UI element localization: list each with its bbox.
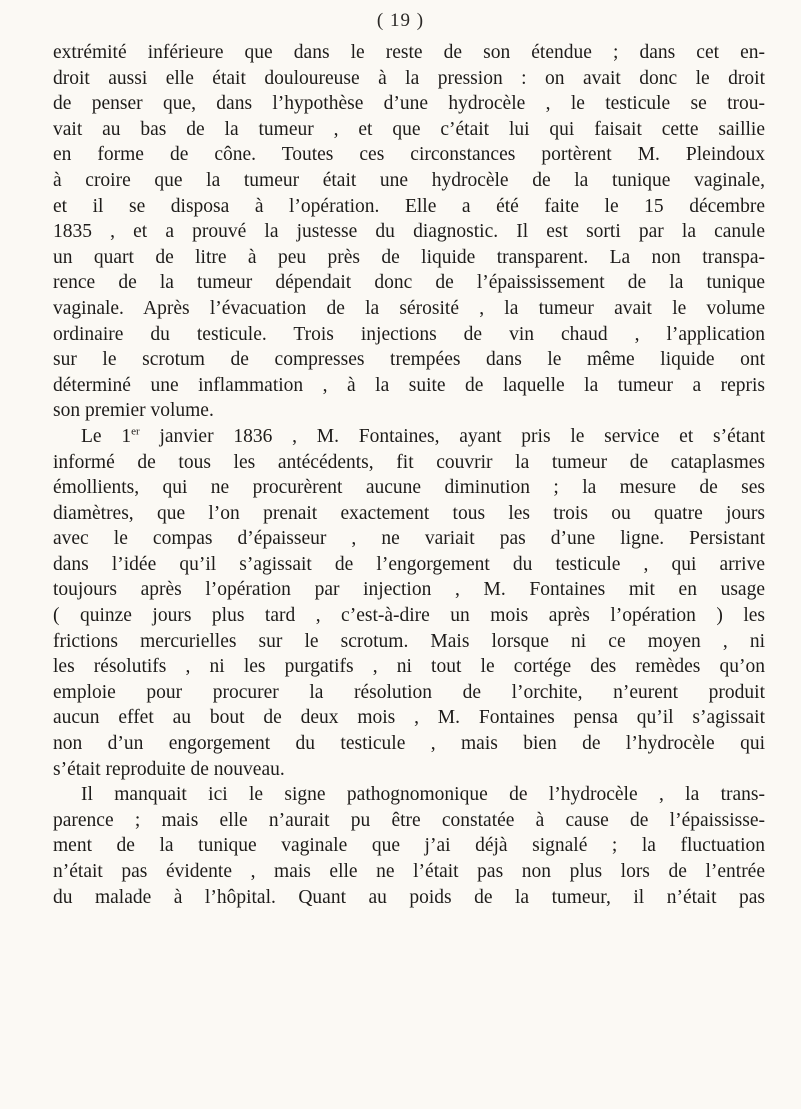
body-text	[53, 40, 765, 910]
text-line: du malade à l’hôpital. Quant au poids de la tumeur, il n’était pas	[53, 886, 765, 908]
text-line: son premier volume.	[53, 400, 214, 422]
text-line: dans l’idée qu’il s’agissait de l’engorgement du testicule , qui arrive	[53, 553, 765, 575]
text-line: informé de tous les antécédents, fit couvrir la tumeur de cataplasmes	[53, 451, 765, 473]
text-line: Il manquait ici le signe pathognomonique de l’hydrocèle , la trans-	[81, 784, 765, 806]
text-fragment: Le 1	[81, 425, 132, 447]
text-line: s’était reproduite de nouveau.	[53, 758, 285, 780]
text-line: sur le scrotum de compresses trempées dans le même liquide ont	[53, 349, 765, 371]
text-line: toujours après l’opération par injection , M. Fontaines mit en usage	[53, 579, 765, 601]
text-line: 1835 , et a prouvé la justesse du diagnostic. Il est sorti par la canule	[53, 221, 765, 243]
text-line: de penser que, dans l’hypothèse d’une hydrocèle , le testicule se trou-	[53, 93, 765, 115]
text-line: ment de la tunique vaginale que j’ai déjà signalé ; la fluctuation	[53, 835, 765, 857]
text-line: non d’un engorgement du testicule , mais bien de l’hydrocèle qui	[53, 733, 765, 755]
text-line: n’était pas évidente , mais elle ne l’était pas non plus lors de l’entrée	[53, 861, 765, 882]
text-line: ( quinze jours plus tard , c’est-à-dire un mois après l’opération ) les	[53, 605, 765, 627]
text-line: à croire que la tumeur était une hydrocèle de la tunique vaginale,	[53, 169, 765, 191]
text-line: en forme de cône. Toutes ces circonstances portèrent M. Pleindoux	[53, 144, 765, 166]
text-line: et il se disposa à l’opération. Elle a été faite le 15 décembre	[53, 195, 765, 217]
page-number: ( 19 )	[376, 10, 425, 31]
ordinal-superscript: er	[131, 425, 140, 438]
text-line: aucun effet au bout de deux mois , M. Fontaines pensa qu’il s’agissait	[53, 707, 765, 729]
text-line: un quart de litre à peu près de liquide transparent. La non transpa-	[53, 246, 765, 268]
text-line: diamètres, que l’on prenait exactement tous les trois ou quatre jours	[53, 502, 765, 524]
text-line: déterminé une inflammation , à la suite de laquelle la tumeur a repris	[53, 374, 765, 396]
text-line: emploie pour procurer la résolution de l’orchite, n’eurent produit	[53, 681, 765, 703]
text-fragment: janvier 1836 , M. Fontaines, ayant pris le service et s’étant	[139, 425, 765, 447]
text-line: parence ; mais elle n’aurait pu être constatée à cause de l’épaississe-	[53, 809, 765, 831]
text-line: ordinaire du testicule. Trois injections de vin chaud , l’application	[53, 323, 765, 345]
text-line: les résolutifs , ni les purgatifs , ni tout le cortége des remèdes qu’on	[53, 656, 765, 678]
text-line: droit aussi elle était douloureuse à la pression : on avait donc le droit	[53, 67, 765, 89]
text-line: rence de la tumeur dépendait donc de l’épaississement de la tunique	[53, 272, 765, 294]
text-line: frictions mercurielles sur le scrotum. Mais lorsque ni ce moyen , ni	[53, 630, 765, 652]
text-line: extrémité inférieure que dans le reste de son étendue ; dans cet en-	[53, 42, 765, 63]
text-line	[53, 424, 765, 450]
text-line: émollients, qui ne procurèrent aucune diminution ; la mesure de ses	[53, 477, 765, 499]
text-line: vait au bas de la tumeur , et que c’était lui qui faisait cette saillie	[53, 118, 765, 140]
text-line: vaginale. Après l’évacuation de la sérosité , la tumeur avait le volume	[53, 297, 765, 319]
text-line: avec le compas d’épaisseur , ne variait pas d’une ligne. Persistant	[53, 528, 765, 550]
